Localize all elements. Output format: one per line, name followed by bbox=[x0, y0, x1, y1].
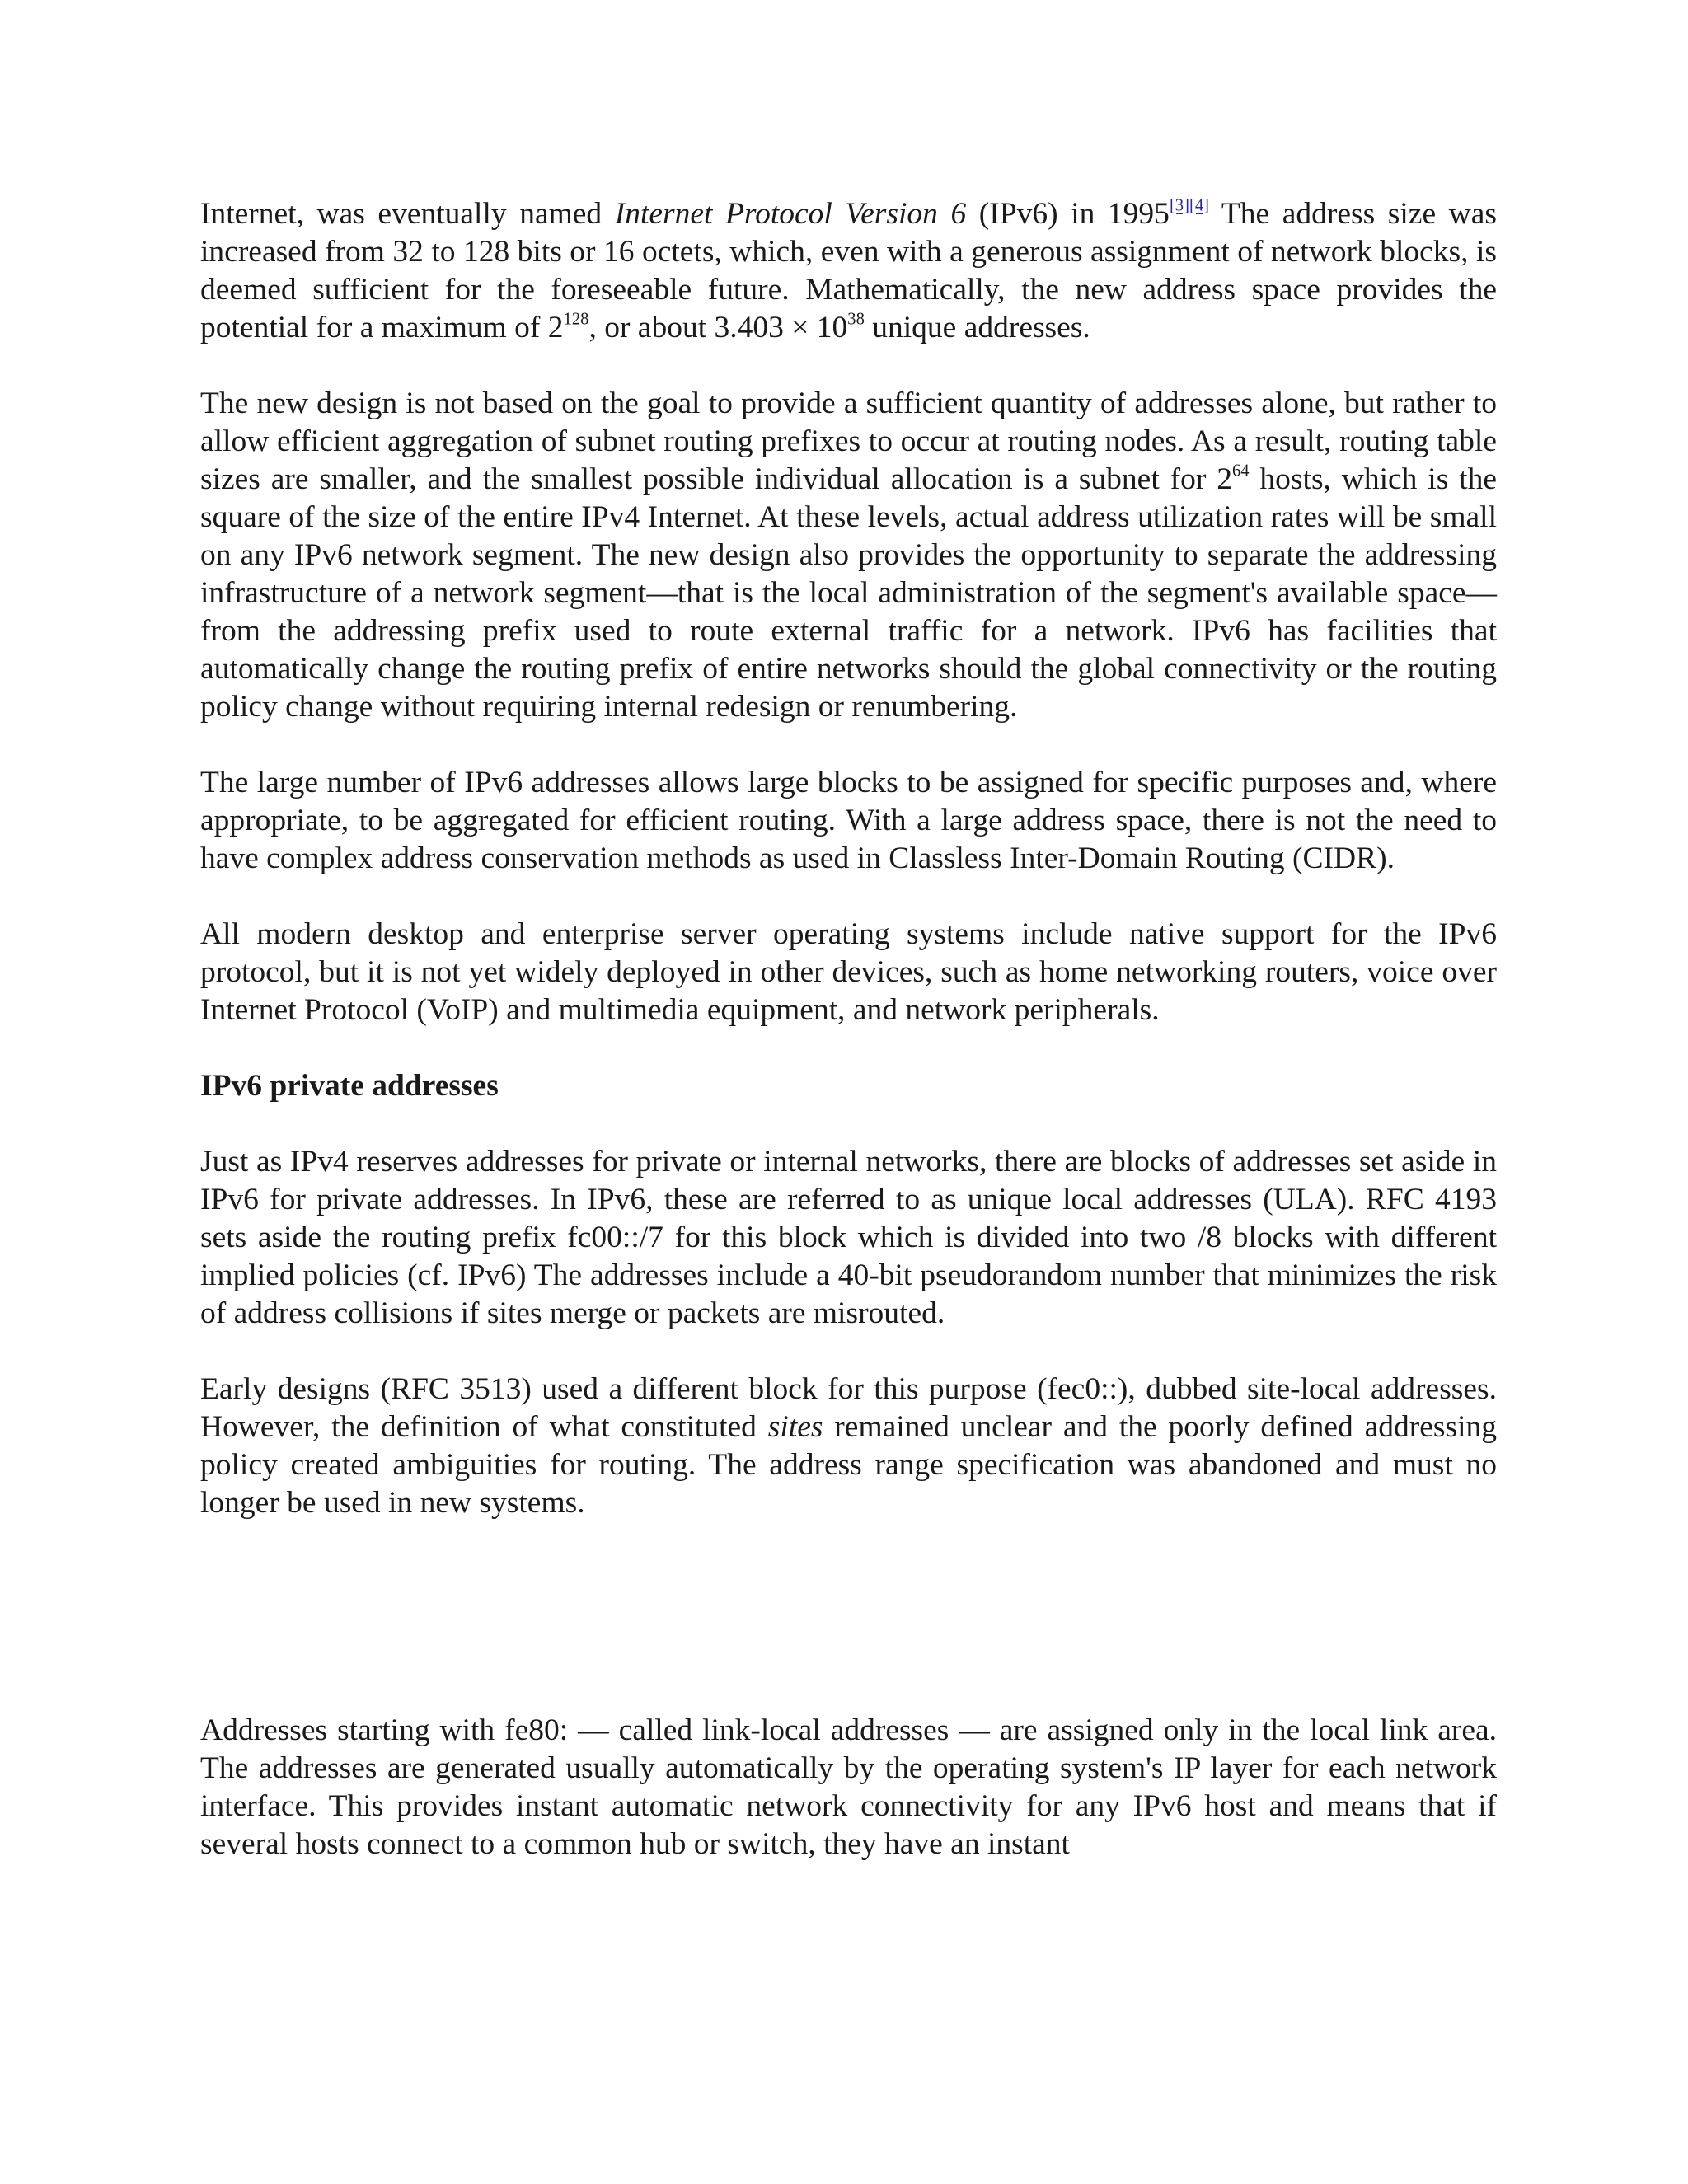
text-run: unique addresses. bbox=[864, 311, 1090, 344]
text-run: Early designs (RFC 3513) used a different block for this purpose (fec0::), dubbed site-local addresses. However, the definition of what constituted bbox=[200, 1372, 1497, 1444]
paragraph-large-blocks: The large number of IPv6 addresses allows large blocks to be assigned for specific purposes and, where appropriate, to be aggregated for efficient routing. With a large address space, there is not the need to have complex address conservation methods as used in Classless Inter-Domain Routing (CIDR). bbox=[200, 766, 1497, 875]
italic-term: Internet Protocol Version 6 bbox=[614, 197, 967, 231]
paragraph-private-addresses: Just as IPv4 reserves addresses for private or internal networks, there are blocks of addresses set aside in IPv6 for private addresses. In IPv6, these are referred to as unique local addresses (ULA). RFC 4193 sets aside the routing prefix fc00::/7 for this block which is divided into two /8 blocks with different implied policies (cf. IPv6) The addresses include a 40-bit pseudorandom number that minimizes the risk of address collisions if sites merge or packets are misrouted. bbox=[200, 1145, 1497, 1330]
text-run: The new design is not based on the goal to provide a sufficient quantity of addresses alone, but rather to allow efficient aggregation of subnet routing prefixes to occur at routing nodes. As a result, routing table sizes are smaller, and the smallest possible individual allocation is a subnet for 2 bbox=[200, 387, 1497, 496]
section-heading: IPv6 private addresses bbox=[200, 1069, 499, 1103]
paragraph-os-support: All modern desktop and enterprise server operating systems include native support for the IPv6 protocol, but it is not yet widely deployed in other devices, such as home networking routers, voice over Internet Protocol (VoIP) and multimedia equipment, and network peripherals. bbox=[200, 917, 1497, 1027]
paragraph-ipv6-intro bbox=[200, 195, 1497, 347]
italic-term: sites bbox=[767, 1410, 823, 1444]
paragraph-link-local: Addresses starting with fe80: — called link-local addresses — are assigned only in the local link area. The addresses are generated usually automatically by the operating system's IP layer for each network interface. This provides instant automatic network connectivity for any IPv6 host and means that if several hosts connect to a common hub or switch, they have an instant bbox=[200, 1713, 1497, 1861]
citation-link-3[interactable]: [3] bbox=[1169, 196, 1189, 215]
exponent: 38 bbox=[847, 310, 865, 329]
text-run: (IPv6) in 1995 bbox=[966, 197, 1170, 231]
citation-link-4[interactable]: [4] bbox=[1189, 196, 1209, 215]
exponent: 128 bbox=[563, 310, 589, 329]
document-page bbox=[200, 195, 1497, 1901]
text-run: Internet, was eventually named bbox=[200, 197, 615, 231]
paragraph-early-designs bbox=[200, 1371, 1497, 1522]
paragraph-new-design bbox=[200, 385, 1497, 726]
text-run: The address size was increased from 32 to 128 bits or 16 octets, which, even with a generous assignment of network blocks, is deemed sufficient for the foreseeable future. Mathematically, the new address space provides the potential for a maximum of 2 bbox=[200, 197, 1497, 344]
text-run: remained unclear and the poorly defined addressing policy created ambiguities for routing. The address range specification was abandoned and must no longer be used in new systems. bbox=[200, 1410, 1497, 1520]
text-run: hosts, which is the square of the size of the entire IPv4 Internet. At these levels, actual address utilization rates will be small on any IPv6 network segment. The new design also provides the opportunity to separate the addressing infrastructure of a network segment—that is the local administration of the segment's available space—from the addressing prefix used to route external traffic for a network. IPv6 has facilities that automatically change the routing prefix of entire networks should the global connectivity or the routing policy change without requiring internal redesign or renumbering. bbox=[200, 462, 1497, 724]
exponent: 64 bbox=[1231, 462, 1250, 480]
text-run: , or about 3.403 × 10 bbox=[588, 311, 848, 344]
